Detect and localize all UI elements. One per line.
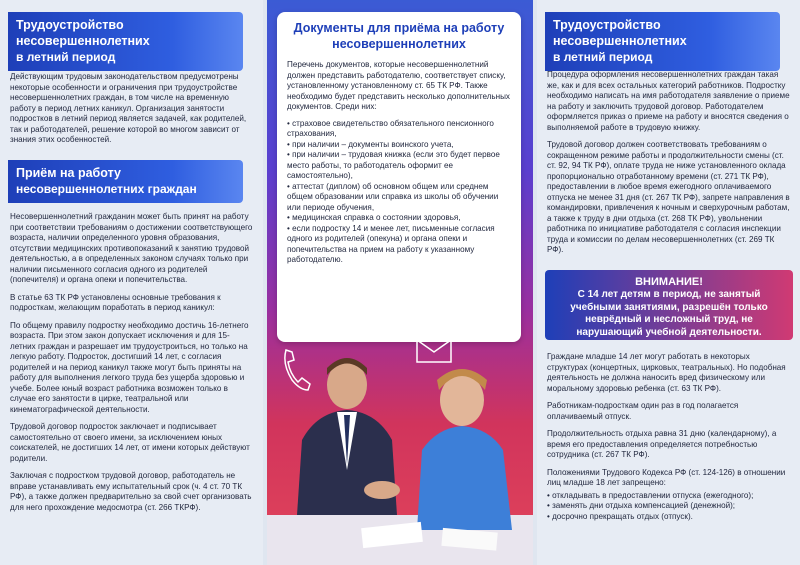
right-body-text <box>547 70 791 263</box>
man-figure <box>297 358 400 515</box>
documents-list-item: • если подростку 14 и менее лет, письменные согласия одного из родителей (опекуна) и органа опеки и попечительства на прием на работу к указанному работодателю. <box>287 223 495 264</box>
right-bullet: • откладывать в предоставлении отпуска (ежегодного); <box>547 490 754 500</box>
documents-list-item: • аттестат (диплом) об основном общем или среднем общем образовании или справка из школы об обучении или периоде обучения, <box>287 181 499 212</box>
documents-card <box>277 12 521 342</box>
phone-icon <box>285 350 310 390</box>
left-banner-line2: в летний период <box>16 50 116 64</box>
left-paragraph: Трудовой договор подросток заключает и подписывает самостоятельно от своего имени, за исключением юных соискателей, не достигших 14 лет, от имени которых действуют родители. <box>10 422 250 463</box>
left-intro-text <box>10 72 254 153</box>
left-banner-summer-employment <box>8 12 243 71</box>
right-paragraph: Положениями Трудового Кодекса РФ (ст. 124-126) в отношении лиц младше 18 лет запрещено: <box>547 467 786 487</box>
left-paragraph: Несовершеннолетний гражданин может быть принят на работу при соответствии требованиям о достижении соответствующего возраста, наличии определенного уровня образования, отсутствии медицинских противопоказаний к занятию трудовой деятельностью, а в определенных законом случаях только при наличии письменного согласия одного из родителей (попечителя) и органа опеки и попечительства. <box>10 212 253 284</box>
right-banner-summer-employment <box>545 12 780 71</box>
attention-title: ВНИМАНИЕ! <box>635 276 703 288</box>
middle-column <box>267 0 533 565</box>
right-banner-line1: Трудоустройство несовершеннолетних <box>553 18 687 48</box>
right-banner-line2: в летний период <box>553 50 653 64</box>
attention-notice <box>545 270 793 340</box>
documents-list-item: • страховое свидетельство обязательного пенсионного страхования, <box>287 118 494 138</box>
boy-figure <box>417 369 512 530</box>
right-body-text-2 <box>547 352 791 522</box>
documents-title: Документы для приёма на работу несовершеннолетних <box>293 21 505 51</box>
left-banner-line1: Трудоустройство несовершеннолетних <box>16 18 150 48</box>
right-bullet: • досрочно прекращать отдых (отпуск). <box>547 511 693 521</box>
right-paragraph: Граждане младше 14 лет могут работать в некоторых структурах (концертных, цирковых, театральных). Но подобная деятельность не должна наносить вред физическому или моральному здоровью ребенка (ст. 63 ТК РФ). <box>547 352 786 393</box>
right-bullet: • заменять дни отдыха компенсацией (денежной); <box>547 501 736 510</box>
left-paragraph: По общему правилу подростку необходимо достичь 16-летнего возраста. При этом закон допускает исключения и для 15-летних граждан и разрешает им трудоустроиться, но только на легкую работу. Подросток, достигший 14 лет, с согласия родителей и на период каникул также могут быть приняты на работу для выполнения легкого труда без ущерба здоровью и учебе. Более юный возраст работника возможен только в случае его занятости в цирке, театральной или кинематографической деятельности. <box>10 320 249 414</box>
left-column <box>0 0 263 565</box>
attention-text: С 14 лет детям в период, не занятый учебными занятиями, разрешён только неврёдный и несложный труд, не нарушающий учебной деятельности. <box>570 289 768 338</box>
right-paragraph: Процедура оформления несовершеннолетних граждан такая же, как и для всех остальных категорий работников. Подростку необходимо написать на имя работодателя заявление о приеме на работу и заключить трудовой договор. Работодателем оформляется приказ о приеме на работу и вносятся сведения о выполняемой работе в трудовую книжку. <box>547 70 790 132</box>
documents-list-item: • при наличии – трудовая книжка (если это будет первое место работы, то работодатель оформит ее самостоятельно), <box>287 150 500 180</box>
right-paragraph: Продолжительность отдыха равна 31 дню (календарному), а время его предоставления определяется потребностью сотрудника (ст. 267 ТК РФ). <box>547 429 777 459</box>
envelope-icon <box>417 340 451 362</box>
documents-list-item: • медицинская справка о состоянии здоровья, <box>287 213 461 222</box>
left-banner2-line1: Приём на работу <box>16 166 121 180</box>
documents-list-item: • при наличии – документы воинского учета, <box>287 139 454 149</box>
right-paragraph: Трудовой договор должен соответствовать требованиям о сокращенном режиме работы и продолжительности смены (ст. ст. 92, 94 ТК РФ), оплате труда не ниже установленного оклада пропорционально отработанному времени (ст. 271 ТК РФ), предоставлении в любое время ежегодного оплачиваемого отпуска не менее 31 дня (ст. 267 ТК РФ), запрете направления в командировки, привлечения к ночным и сверхурочным работам, а также к труду в дни отдыха (ст. 268 ТК РФ), увольнении работника по инициативе работодателя с согласия инспекции труда и комиссии по делам несовершеннолетних (ст. 269 ТК РФ). <box>547 140 790 254</box>
left-paragraph: Заключая с подростком трудовой договор, работодатель не вправе устанавливать ему испытательный срок (ч. 4 ст. 70 ТК РФ), а также должен предварительно за свой счет организовать для него прохождение медосмотра (ст. 266 ТКРФ). <box>10 471 252 512</box>
left-banner-hiring <box>8 160 243 203</box>
interview-photo-illustration <box>267 330 533 565</box>
right-column <box>537 0 800 565</box>
left-paragraph: В статье 63 ТК РФ установлены основные требования к подросткам, желающим поработать в период каникул: <box>10 292 221 312</box>
right-paragraph: Работникам-подросткам один раз в год полагается оплачиваемый отпуск. <box>547 401 739 421</box>
documents-list <box>287 119 511 266</box>
left-banner2-line2: несовершеннолетних граждан <box>16 182 197 196</box>
documents-intro: Перечень документов, которые несовершеннолетний должен представить работодателю, соответствует списку, установленному установленному ст. 65 ТК РФ. Также необходимо будет представить несколько дополнительных документов. Среди них: <box>287 60 510 111</box>
left-intro-paragraph: Действующим трудовым законодательством предусмотрены некоторые особенности и ограничения при трудоустройстве несовершеннолетних граждан, в том числе на временную работу в период летних каникул. Организация занятости подростков в летний период является задачей, как родителей, так и работодателей, решение которой во многом зависит от знания этих особенностей. <box>10 72 247 144</box>
left-body-text <box>10 212 254 520</box>
